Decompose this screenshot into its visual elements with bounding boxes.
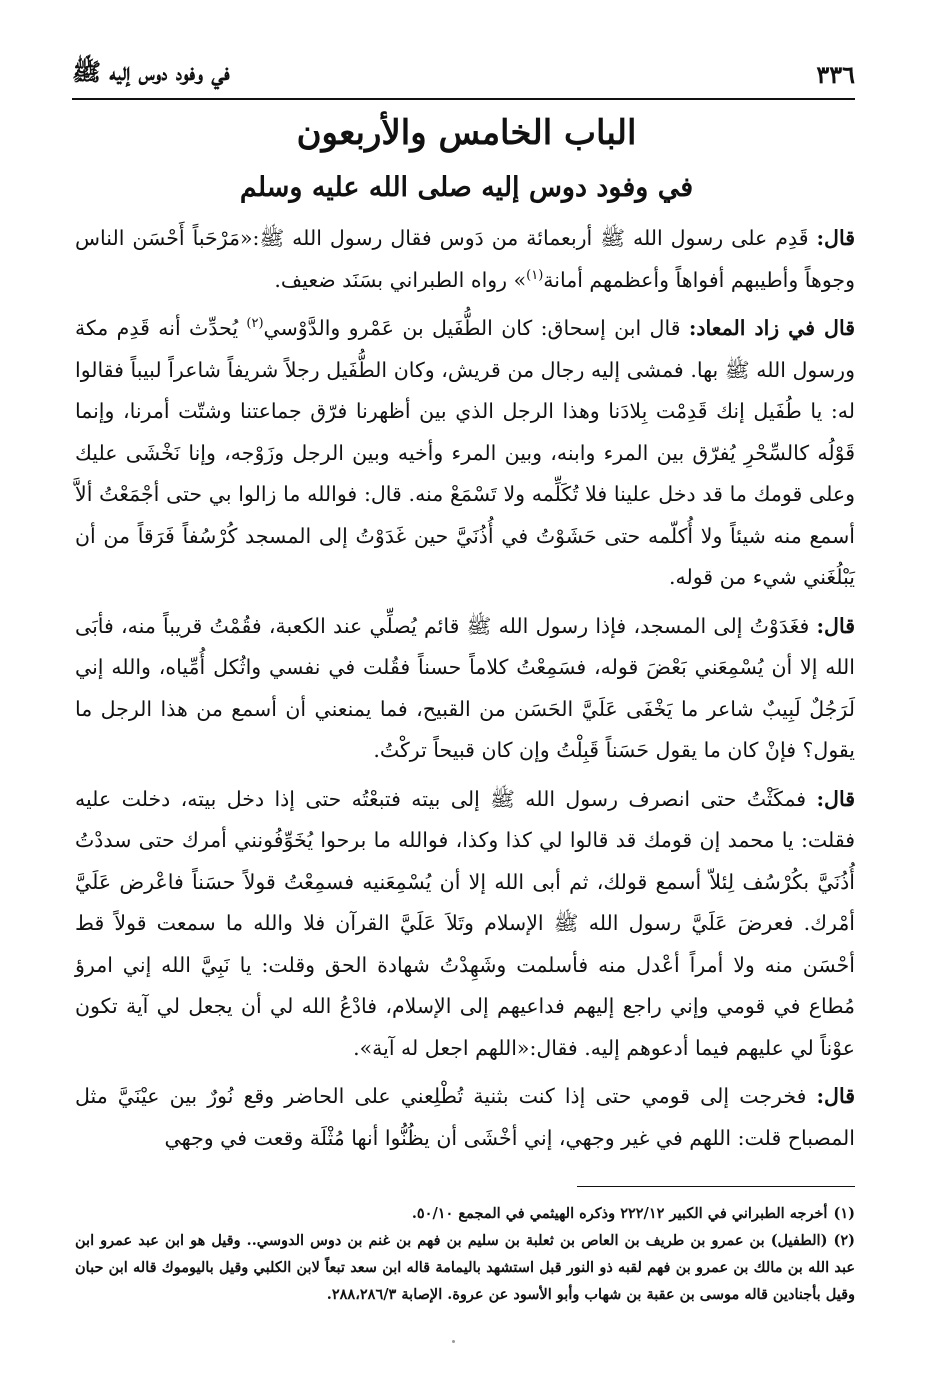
chapter-title: الباب الخامس والأربعون <box>296 113 637 153</box>
paragraph-2 <box>75 308 855 599</box>
footnote-2 <box>75 1227 855 1308</box>
footnote-divider <box>577 1186 855 1187</box>
footnote-1 <box>75 1200 855 1227</box>
paragraph-tail: يُحدِّث أنه قَدِم مكة ورسول الله ﷺ بها. فمشى إليه رجال من قريش، وكان الطُّفَيل رجلاً شريفاً شاعراً لبيباً فقالوا له: يا طُفَيل إنك قَدِمْت بِلادَنا وهذا الرجل الذي بين أظهرنا فرّق جماعتنا وشتّت أمرنا، وإنما قَوْلُه كالسِّحْرِ يُفرّق بين المرء وابنه، وبين المرء وأخيه وبين الرجل وزَوْجه، وإنا نَخْشَى عليك وعلى قومك ما قد دخل علينا فلا تُكَلِّمه ولا تَسْمَعْ منه. قال: فوالله ما زالوا بي حتى أجْمَعْتُ ألاَّ أسمع منه شيئاً ولا أُكلّمه حتى حَشَوْتُ في أُذُنَيَّ حين غَدَوْتُ إلى المسجد كُرْسُفاً فَرَقاً من أن يَبْلُغَني شيء من قوله. <box>75 316 855 589</box>
paragraph-text: فغَدَوْتُ إلى المسجد، فإذا رسول الله ﷺ قائم يُصلِّي عند الكعبة، فقُمْتُ قريباً منه، فأبَى الله إلا أن يُسْمِعَني بَعْضَ قوله، فسَمِعْتُ كلاماً حسناً فقُلت في نفسي واثُكل أُمِّياه، والله إني لَرَجُلٌ لَبِيبٌ شاعر ما يَخْفَى عَلَيَّ الحَسَن من القبيح، فما يمنعني أن أسمع من هذا الرجل ما يقول؟ فإنْ كان ما يقول حَسَناً قَبِلْتُ وإن كان قبيحاً تركْتُ. <box>75 613 855 762</box>
footnote-text: (الطفيل) بن عمرو بن طريف بن العاص بن ثعلبة بن سليم بن فهم بن غنم بن دوس الدوسي.. وقيل هو ابن عبد عمرو ابن عبد الله بن مالك بن عمرو بن فهم لقبه ذو النور قبل استشهد باليمامة قاله ابن سعد تبعاً لابن الكلبي وقيل باليوموك قاله ابن حبان وقيل بأجنادين قاله موسى بن عقبة بن شهاب وأبو الأسود عن عروة. الإصابة ٢٨٨،٢٨٦/٣. <box>75 1232 855 1303</box>
page-number: ٣٣٦ <box>816 59 855 89</box>
paragraph-4 <box>75 779 855 1070</box>
paragraph-1 <box>75 218 855 301</box>
paragraph-3 <box>75 606 855 772</box>
footnote-reference-2[interactable]: (٢) <box>246 316 264 332</box>
running-header <box>72 52 855 96</box>
main-text <box>75 218 855 1166</box>
paragraph-tail: » رواه الطبراني بسَنَد ضعيف. <box>274 267 527 292</box>
paragraph-lead: قال في زاد المعاد: <box>688 316 855 340</box>
paragraph-lead: قال: <box>816 613 855 638</box>
footnotes <box>75 1200 855 1308</box>
header-divider <box>72 98 855 100</box>
paragraph-text: فمكَثْتُ حتى انصرف رسول الله ﷺ إلى بيته فتبعْتُه حتى إذا دخل بيته، دخلت عليه فقلت: يا محمد إن قومك قد قالوا لي كذا وكذا، فوالله ما برحوا يُخَوِّفُونني أمرك حتى سددْتُ أُذُنَيَّ بكُرْسُف لِئلاّ أسمع قولك، ثم أبى الله إلا أن يُسْمِعَنيه فسمِعْتُ قولاً حسَناً فاعْرض عَلَيَّ أمْرك. فعرضَ عَلَيَّ رسول الله ﷺ الإسلام وتَلاَ عَلَيَّ القرآن فلا والله ما سمعت قولاً قط أحْسَن منه ولا أمراً أعْدل منه فأسلمت وشَهِدْتُ شهادة الحق وقلت: يا نَبِيَّ الله إني امرؤ مُطاع في قومي وإني راجع إليهم فداعيهم إلى الإسلام، فادْعُ الله لي أن يجعل لي آية تكون عوْناً لي عليهم فيما أدعوهم إليه. فقال:«اللهم اجعل له آية». <box>75 786 855 1060</box>
paragraph-lead: قال: <box>816 226 855 250</box>
paragraph-text: فخرجت إلى قومي حتى إذا كنت بثنية تُطْلِعني على الحاضر وقع نُورٌ بين عيْنَيَّ مثل المصباح قلت: اللهم في غير وجهي، إني أخْشَى أن يظُنُّوا أنها مُثْلَة وقعت في وجهي <box>75 1084 855 1150</box>
paragraph-text: قال ابن إسحاق: كان الطُّفَيل بن عَمْرو والدَّوْسي <box>263 316 689 340</box>
footnote-marker: (٢) <box>833 1232 855 1249</box>
paragraph-5 <box>75 1076 855 1159</box>
page-speck <box>452 1340 455 1343</box>
footnote-reference-1[interactable]: (١) <box>526 267 544 283</box>
chapter-subtitle: في وفود دوس إليه صلى الله عليه وسلم <box>239 172 694 203</box>
paragraph-lead: قال: <box>816 1084 855 1108</box>
paragraph-lead: قال: <box>816 786 855 811</box>
running-title: في وفود دوس إليه ﷺ <box>72 56 230 86</box>
footnote-marker: (١) <box>833 1205 855 1222</box>
footnote-text: أخرجه الطبراني في الكبير ٢٢٢/١٢ وذكره الهيثمي في المجمع ٥٠/١٠. <box>411 1205 828 1222</box>
paragraph-text: قَدِم على رسول الله ﷺ أربعمائة من دَوس فقال رسول الله ﷺ:«مَرْحَباً أَحْسَن الناس وجوهاً وأطيبهم أفواهاً وأعظمهم أمانة <box>75 226 855 292</box>
